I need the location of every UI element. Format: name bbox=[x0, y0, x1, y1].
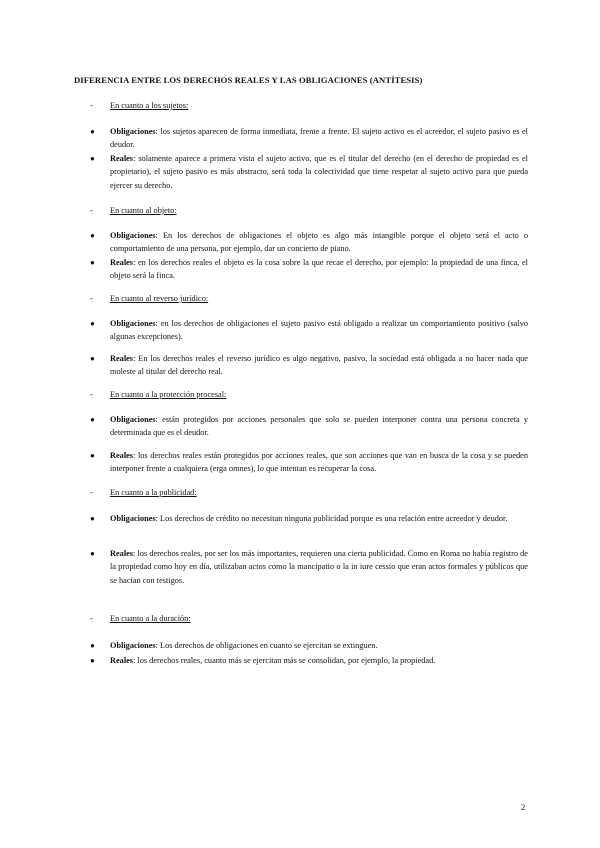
section-dash: - bbox=[90, 101, 93, 110]
bullet-icon: ● bbox=[90, 127, 95, 136]
item-body: : los derechos reales, por ser los más importantes, requieren una cierta publicidad. Como en Roma no había registro de la propiedad como hoy en día, utilizaban actos como la mancipatio o la in iure cessio que eran actos formales y públicos que se hacían con testigos. bbox=[110, 549, 528, 585]
item-body: : Los derechos de obligaciones en cuanto se ejercitan se extinguen. bbox=[155, 641, 378, 650]
item-label: Obligaciones bbox=[110, 641, 156, 650]
section-heading: En cuanto a los sujetos: bbox=[110, 101, 189, 110]
item-label: Obligaciones bbox=[110, 415, 156, 424]
section-dash: - bbox=[90, 294, 93, 303]
section-dash: - bbox=[90, 390, 93, 399]
item-body: : los derechos reales están protegidos por acciones reales, que son acciones que van en busca de la cosa y se pueden interponer frente a cualquiera (erga omnes), lo que intentan es recuperar la cosa. bbox=[110, 451, 528, 474]
item-text bbox=[110, 256, 528, 283]
bullet-icon: ● bbox=[90, 656, 95, 665]
item-text bbox=[110, 639, 528, 652]
section-heading: En cuanto a la duración: bbox=[110, 614, 191, 623]
item-label: Obligaciones bbox=[110, 231, 156, 240]
item-text bbox=[110, 352, 528, 379]
item-text bbox=[110, 654, 528, 667]
item-label: Obligaciones bbox=[110, 514, 156, 523]
item-text bbox=[110, 229, 528, 256]
item-label: Reales bbox=[110, 451, 134, 460]
bullet-icon: ● bbox=[90, 415, 95, 424]
item-label: Reales bbox=[110, 549, 134, 558]
bullet-icon: ● bbox=[90, 354, 95, 363]
item-body: : los derechos reales, cuanto más se ejercitan más se consolidan, por ejemplo, la propiedad. bbox=[133, 656, 436, 665]
bullet-icon: ● bbox=[90, 258, 95, 267]
section-heading: En cuanto a la protección procesal: bbox=[110, 390, 227, 399]
item-body: : en los derechos reales el objeto es la cosa sobre la que recae el derecho, por ejemplo: la propiedad de una finca, el objeto será la finca. bbox=[110, 258, 528, 281]
bullet-icon: ● bbox=[90, 154, 95, 163]
item-text bbox=[110, 512, 528, 525]
item-body: : solamente aparece a primera vista el sujeto activo, que es el titular del derecho (en el derecho de propiedad es el propietario), el sujeto pasivo es más abstracto, será toda la colectividad que tiene respetar al sujeto activo para que pueda ejercer su derecho. bbox=[110, 154, 528, 190]
item-text bbox=[110, 125, 528, 152]
item-label: Reales bbox=[110, 258, 134, 267]
item-label: Reales bbox=[110, 154, 134, 163]
item-text bbox=[110, 152, 528, 192]
item-label: Obligaciones bbox=[110, 127, 156, 136]
item-label: Reales bbox=[110, 354, 134, 363]
item-body: : En los derechos reales el reverso jurídico es algo negativo, pasivo, la sociedad está obligada a no hacer nada que moleste al titular del derecho real. bbox=[110, 354, 528, 377]
section-dash: - bbox=[90, 488, 93, 497]
item-text bbox=[110, 413, 528, 440]
item-body: : están protegidos por acciones personales que solo se pueden interponer contra una persona concreta y determinada que es el deudor. bbox=[110, 415, 528, 438]
section-heading: En cuanto a la publicidad: bbox=[110, 488, 197, 497]
item-body: : en los derechos de obligaciones el sujeto pasivo está obligado a realizar un comportamiento positivo (salvo algunas excepciones). bbox=[110, 319, 528, 342]
bullet-icon: ● bbox=[90, 451, 95, 460]
section-heading: En cuanto al reverso jurídico: bbox=[110, 294, 209, 303]
item-label: Reales bbox=[110, 656, 134, 665]
bullet-icon: ● bbox=[90, 319, 95, 328]
item-text bbox=[110, 547, 528, 587]
document-title: DIFERENCIA ENTRE LOS DERECHOS REALES Y LAS OBLIGACIONES (ANTÍTESIS) bbox=[74, 75, 423, 85]
bullet-icon: ● bbox=[90, 231, 95, 240]
section-heading: En cuanto al objeto: bbox=[110, 206, 177, 215]
section-dash: - bbox=[90, 206, 93, 215]
bullet-icon: ● bbox=[90, 641, 95, 650]
item-label: Obligaciones bbox=[110, 319, 156, 328]
item-text bbox=[110, 317, 528, 344]
item-body: : Los derechos de crédito no necesitan ninguna publicidad porque es una relación entre acreedor y deudor. bbox=[155, 514, 508, 523]
section-dash: - bbox=[90, 614, 93, 623]
bullet-icon: ● bbox=[90, 514, 95, 523]
item-text bbox=[110, 449, 528, 476]
item-body: : los sujetos aparecen de forma inmediata, frente a frente. El sujeto activo es el acreedor, el sujeto pasivo es el deudor. bbox=[110, 127, 528, 150]
item-body: : En los derechos de obligaciones el objeto es algo más intangible porque el objeto será el acto o comportamiento de una persona, por ejemplo, dar un concierto de piano. bbox=[110, 231, 528, 254]
bullet-icon: ● bbox=[90, 549, 95, 558]
page-number: 2 bbox=[521, 802, 526, 812]
